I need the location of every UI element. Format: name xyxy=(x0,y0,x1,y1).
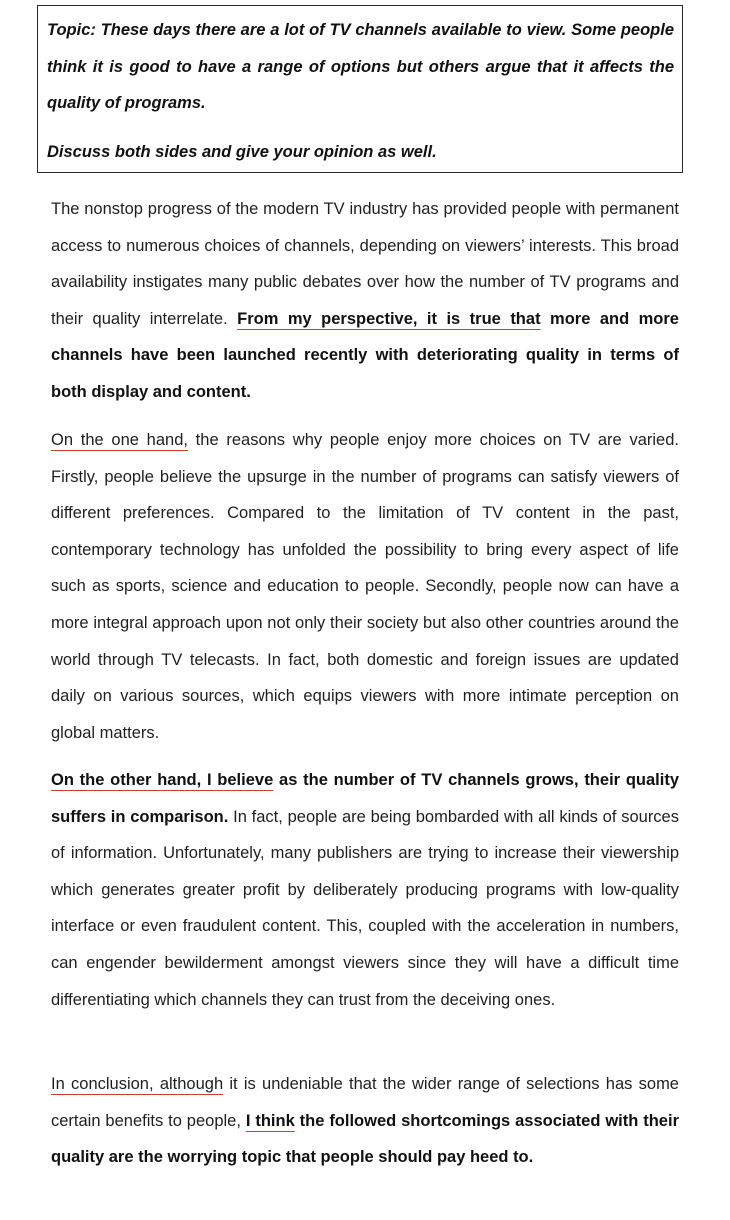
essay-paragraph-body-2 xyxy=(51,762,679,1018)
body2-text: In fact, people are being bombarded with all kinds of sources of information. Unfortunately, many publishers are trying to increase their viewership which generates greater profit by deliberately producing programs with low-quality interface or even fraudulent content. This, coupled with the acceleration in numbers, can engender bewilderment amongst viewers since they will have a difficult time differentiating which channels they can trust from the deceiving ones. xyxy=(51,807,679,1009)
conclusion-opinion-phrase: I think xyxy=(245,1111,295,1130)
conclusion-text: it is undeniable that the wider range of selections has some certain benefits to people, xyxy=(51,1075,679,1130)
body2-topic-sentence: as the number of TV channels grows, their quality suffers in comparison. xyxy=(51,771,680,826)
topic-statement: Topic: These days there are a lot of TV channels available to view. Some people think it is good to have a range of options but others argue that it affects the quality of programs. xyxy=(47,21,674,112)
body1-text: the reasons why people enjoy more choices on TV are varied. Firstly, people believe the upsurge in the number of programs can satisfy viewers of different preferences. Compared to the limitation of TV content in the past, contemporary technology has unfolded the possibility to bring every aspect of life such as sports, science and education to people. Secondly, people now can have a more integral approach upon not only their society but also other countries around the world through TV telecasts. In fact, both domestic and foreign issues are updated daily on various sources, which equips viewers with more intimate perception on global matters. xyxy=(51,431,679,742)
intro-text: The nonstop progress of the modern TV industry has provided people with permanent access to numerous choices of channels, depending on viewers’ interests. This broad availability instigates many public debates over how the number of TV programs and their quality interrelate. xyxy=(51,200,679,328)
essay-paragraph-conclusion xyxy=(51,1066,679,1176)
essay-paragraph-body-1 xyxy=(51,422,679,751)
body2-linking-phrase: On the other hand, I believe xyxy=(51,771,274,789)
intro-opinion-phrase: From my perspective, it is true that xyxy=(237,309,541,328)
topic-box xyxy=(37,5,683,173)
conclusion-thesis: the followed shortcomings associated with their quality are the worrying topic that people should pay heed to. xyxy=(51,1111,679,1167)
topic-instruction: Discuss both sides and give your opinion as well. xyxy=(47,142,437,161)
conclusion-linking-phrase: In conclusion, although xyxy=(51,1075,224,1093)
body1-linking-phrase: On the one hand, xyxy=(51,431,188,449)
intro-thesis: more and more channels have been launched recently with deteriorating quality in terms of both display and content. xyxy=(51,309,679,401)
essay-paragraph-introduction xyxy=(51,191,679,411)
